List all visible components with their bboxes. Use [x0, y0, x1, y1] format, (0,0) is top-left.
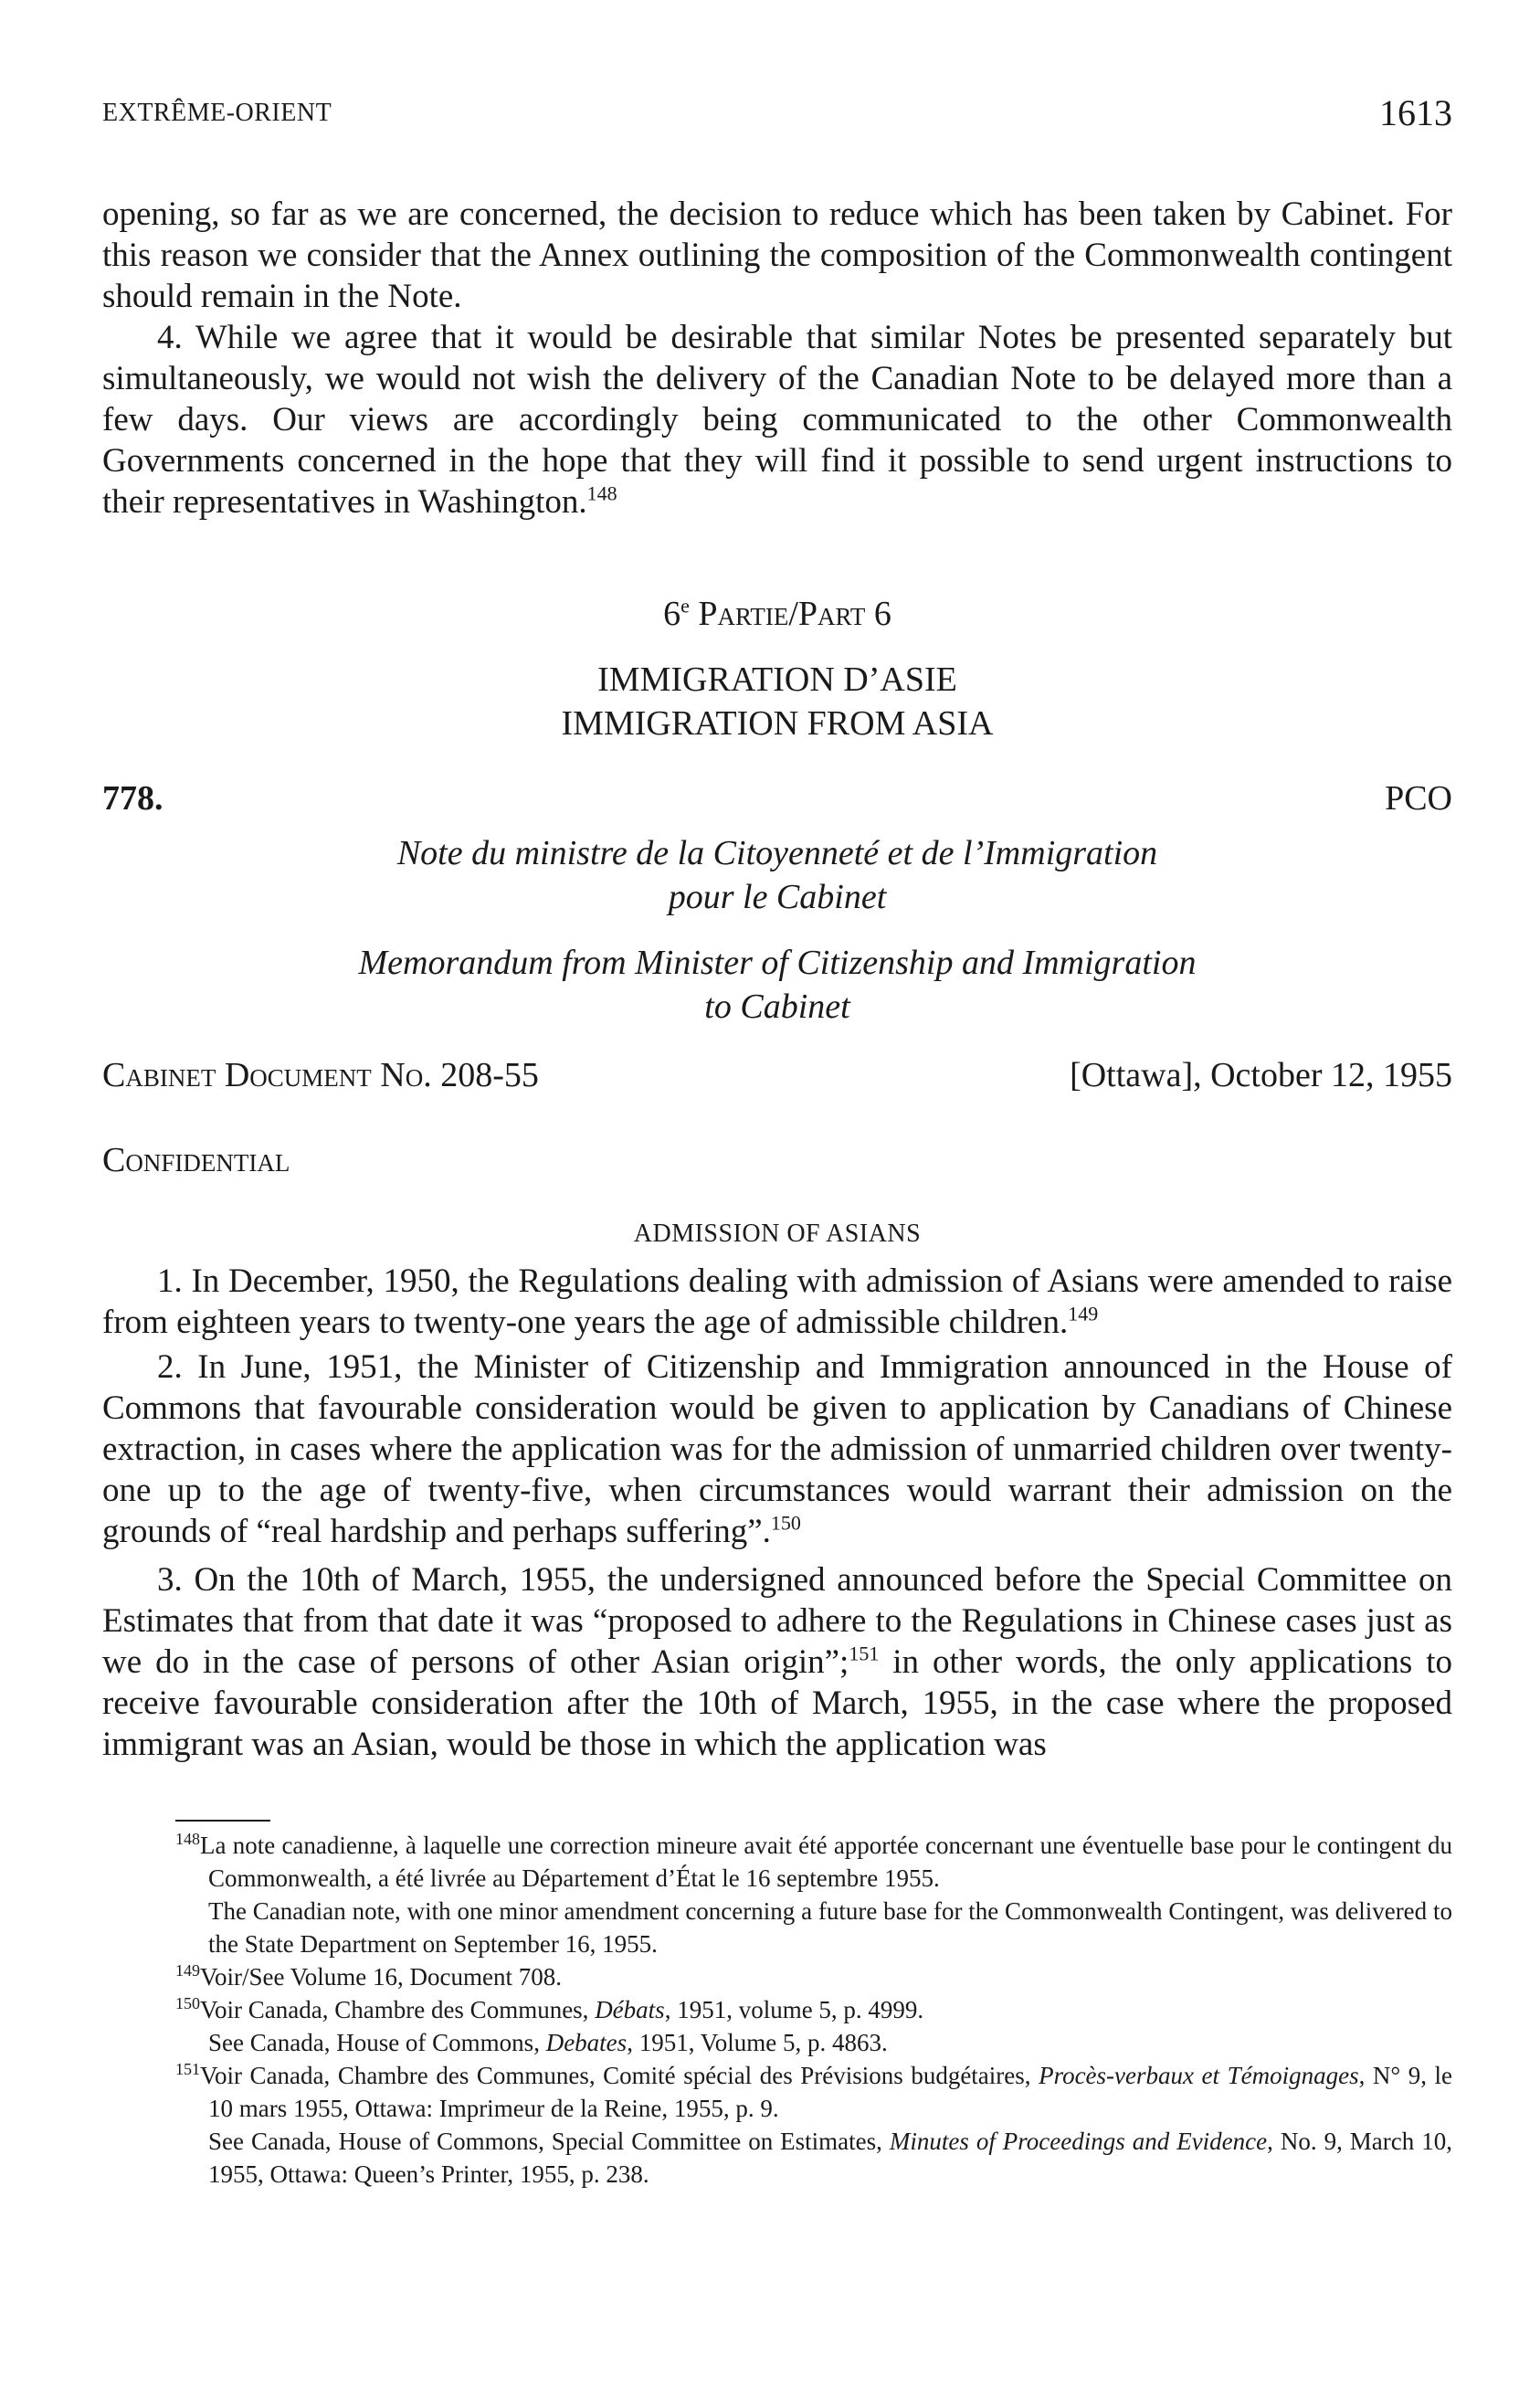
paragraph-text: in other words, the only applications to receive favourable consideration after the 10th of March, 1955, in the case where the proposed immigrant was an Asian, would be those in which the application was — [102, 1643, 1452, 1763]
footnote-text: Voir Canada, Chambre des Communes, Comité spécial des Prévisions budgétaires, — [200, 2062, 1039, 2089]
title-fr-line-2: pour le Cabinet — [668, 878, 887, 916]
footnote-rule — [175, 1820, 270, 1822]
paragraph-1 — [102, 1261, 1452, 1343]
part-number: 6 — [663, 595, 681, 633]
footnote-number: 149 — [175, 1961, 200, 1980]
page-number: 1613 — [1379, 92, 1452, 133]
paragraph-text: 4. While we agree that it would be desirable that similar Notes be presented separately but simultaneously, we would not wish the delivery of the Canadian Note to be delayed more than a few days. Our views are accordingly being communicated to the other Commonwealth Governments concerned in the hope that they will find it possible to send urgent instructions to their representatives in Washington. — [102, 319, 1452, 521]
paragraph-text: 2. In June, 1951, the Minister of Citizenship and Immigration announced in the House of Commons that favourable consideration would be given to application by Canadians of Chinese extraction, in cases where the application was for the admission of unmarried children over twenty-one up to the age of twenty-five, when circumstances would warrant their admission on the grounds of “real hardship and perhaps suffering”. — [102, 1348, 1452, 1550]
footnote-italic-title: Debates — [545, 2029, 628, 2056]
memorandum-body — [102, 1261, 1452, 1765]
continuation-paragraph-1: opening, so far as we are concerned, the decision to reduce which has been taken by Cabinet. For this reason we consider that the Annex outlining the composition of the Commonwealth contingent should remain in the Note. — [102, 195, 1452, 315]
part-number-sup: e — [680, 594, 690, 618]
footnote-text: , 1951, Volume 5, p. 4863. — [627, 2029, 888, 2056]
footnote-text: See Canada, House of Commons, — [208, 2029, 546, 2056]
footnote-ref-150: 150 — [770, 1511, 801, 1535]
footnote-italic-title: Débats — [595, 1996, 665, 2023]
footnote-150 — [175, 1993, 1452, 2026]
document-number: 778. — [102, 779, 163, 818]
footnote-number: 150 — [175, 1994, 200, 2012]
continuation-paragraph-2 — [102, 317, 1452, 523]
footnote-text: Voir Canada, Chambre des Communes, — [200, 1996, 596, 2023]
paragraph-text: 3. On the 10th of March, 1955, the undersigned announced before the Special Committee on Estimates that from that date it was “proposed to adhere to the Regulations in Chinese cases just as we do in the case of persons of other Asian origin”; — [102, 1561, 1452, 1681]
footnote-ref-149: 149 — [1068, 1302, 1099, 1325]
footnote-italic-title: Procès-verbaux et Témoignages — [1039, 2062, 1359, 2089]
part-title-en: IMMIGRATION FROM ASIA — [561, 704, 994, 743]
footnote-number: 151 — [175, 2060, 200, 2078]
footnote-ref-151: 151 — [849, 1642, 880, 1665]
footnote-text: Voir/See Volume 16, Document 708. — [200, 1963, 562, 1991]
part-label — [102, 592, 1452, 636]
title-en-line-1: Memorandum from Minister of Citizenship and Immigration — [358, 944, 1197, 982]
title-en-line-2: to Cabinet — [704, 987, 850, 1026]
continuation-text — [102, 194, 1452, 523]
footnote-text: , No. 9, March 10, 1955, Ottawa: Queen’s Printer, 1955, p. 238. — [208, 2128, 1452, 2188]
footnote-148-english: The Canadian note, with one minor amendment concerning a future base for the Commonwealth Contingent, was delivered to the State Department on September 16, 1955. — [208, 1897, 1452, 1958]
footnote-text: La note canadienne, à laquelle une correction mineure avait été apportée concernant une éventuelle base pour le contingent du Commonwealth, a été livrée au Département d’État le 16 septembre 1955. — [200, 1832, 1452, 1892]
paragraph-2 — [102, 1347, 1452, 1552]
footnote-149 — [175, 1960, 1452, 1993]
part-heading — [102, 592, 1452, 745]
footnote-italic-title: Minutes of Proceedings and Evidence — [889, 2128, 1268, 2155]
footnote-150-english — [175, 2026, 1452, 2059]
running-title: EXTRÊME-ORIENT — [102, 99, 332, 127]
footnotes — [175, 1829, 1452, 2191]
document-title — [102, 831, 1452, 1029]
part-title-fr: IMMIGRATION D’ASIE — [597, 660, 957, 699]
footnote-text: , 1951, volume 5, p. 4999. — [664, 1996, 924, 2023]
footnote-151-english — [175, 2125, 1452, 2191]
footnote-number: 148 — [175, 1830, 200, 1848]
paragraph-text: 1. In December, 1950, the Regulations dealing with admission of Asians were amended to raise from eighteen years to twenty-one years the age of admissible children. — [102, 1262, 1452, 1341]
footnote-text: See Canada, House of Commons, Special Committee on Estimates, — [208, 2128, 890, 2155]
place-date: [Ottawa], October 12, 1955 — [1070, 1056, 1452, 1094]
classification: Confidential — [102, 1141, 290, 1179]
part-label-text: Partie/Part 6 — [698, 595, 891, 633]
cabinet-document-number: Cabinet Document No. 208-55 — [102, 1056, 539, 1094]
paragraph-3 — [102, 1559, 1452, 1765]
footnote-text: , N° 9, le 10 mars 1955, Ottawa: Imprimeur de la Reine, 1955, p. 9. — [208, 2062, 1452, 2122]
footnote-148 — [175, 1829, 1452, 1895]
footnote-151 — [175, 2059, 1452, 2125]
footnote-ref-148: 148 — [586, 481, 617, 505]
subject-heading: ADMISSION OF ASIANS — [633, 1220, 922, 1248]
document-source: PCO — [1385, 779, 1452, 818]
title-fr-line-1: Note du ministre de la Citoyenneté et de l’Immigration — [396, 834, 1158, 872]
